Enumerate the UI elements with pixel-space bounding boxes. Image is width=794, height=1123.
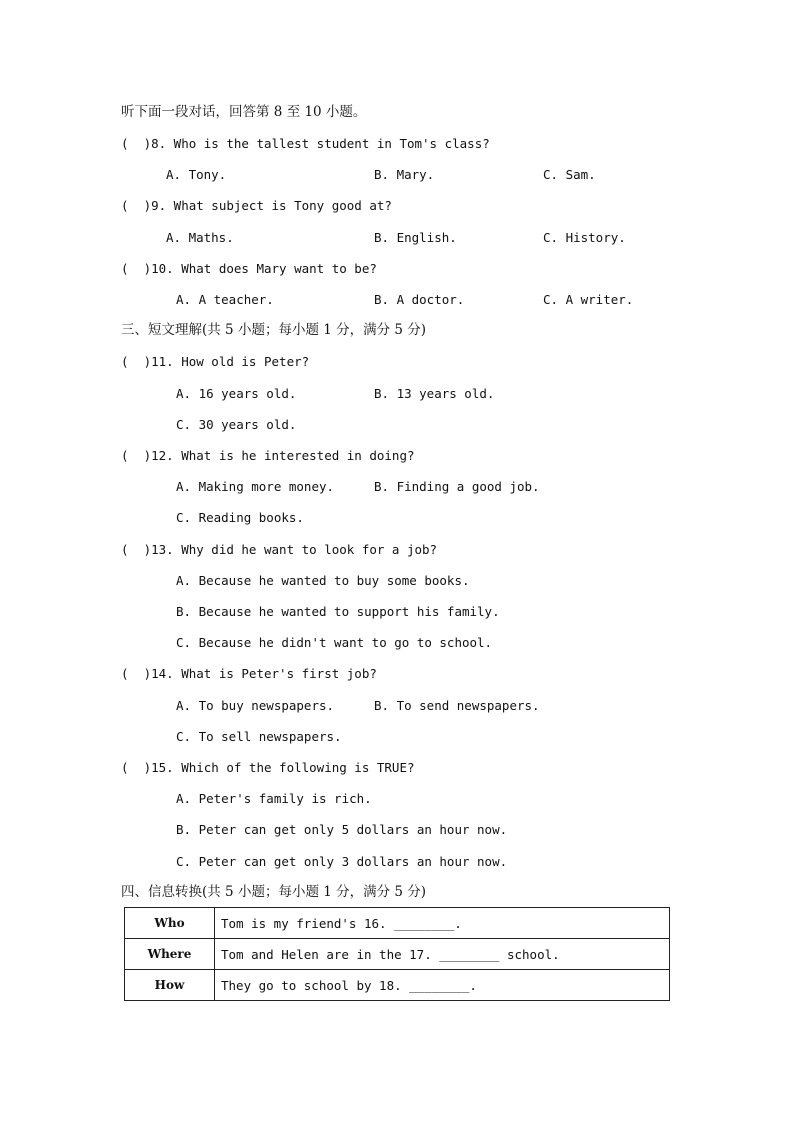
q13-option-c: C. Because he didn't want to go to school. bbox=[176, 635, 493, 650]
q8-option-c: C. Sam. bbox=[543, 167, 596, 182]
table-key-cell: Where bbox=[125, 939, 215, 970]
table-row bbox=[125, 970, 670, 1001]
q15-option-c: C. Peter can get only 3 dollars an hour now. bbox=[176, 854, 508, 869]
question-13: ( )13. Why did he want to look for a job? bbox=[121, 542, 438, 557]
q12-option-b: B. Finding a good job. bbox=[374, 479, 540, 494]
q14-option-c: C. To sell newspapers. bbox=[176, 729, 342, 744]
q11-option-a: A. 16 years old. bbox=[176, 386, 297, 401]
q9-option-c: C. History. bbox=[543, 230, 626, 245]
question-11: ( )11. How old is Peter? bbox=[121, 354, 310, 369]
q9-option-b: B. English. bbox=[374, 230, 457, 245]
table-row bbox=[125, 908, 670, 939]
table-text-cell: Tom is my friend's 16. ________. bbox=[215, 908, 670, 939]
section-4-heading: 四、信息转换(共 5 小题；每小题 1 分，满分 5 分) bbox=[121, 884, 427, 900]
table-row bbox=[125, 939, 670, 970]
table-key-cell: How bbox=[125, 970, 215, 1001]
info-table bbox=[124, 907, 670, 1001]
question-10: ( )10. What does Mary want to be? bbox=[121, 261, 377, 276]
q13-option-b: B. Because he wanted to support his family. bbox=[176, 604, 500, 619]
q14-option-b: B. To send newspapers. bbox=[374, 698, 540, 713]
table-text-cell: Tom and Helen are in the 17. ________ school. bbox=[215, 939, 670, 970]
q14-option-a: A. To buy newspapers. bbox=[176, 698, 335, 713]
q10-option-a: A. A teacher. bbox=[176, 292, 274, 307]
question-8: ( )8. Who is the tallest student in Tom's class? bbox=[121, 136, 490, 151]
q12-option-c: C. Reading books. bbox=[176, 510, 304, 525]
table-text-cell: They go to school by 18. ________. bbox=[215, 970, 670, 1001]
question-12: ( )12. What is he interested in doing? bbox=[121, 448, 415, 463]
q11-option-b: B. 13 years old. bbox=[374, 386, 495, 401]
q8-option-b: B. Mary. bbox=[374, 167, 435, 182]
q9-option-a: A. Maths. bbox=[166, 230, 234, 245]
question-14: ( )14. What is Peter's first job? bbox=[121, 666, 377, 681]
q13-option-a: A. Because he wanted to buy some books. bbox=[176, 573, 470, 588]
section-listen-heading: 听下面一段对话，回答第 8 至 10 小题。 bbox=[121, 104, 367, 120]
q10-option-c: C. A writer. bbox=[543, 292, 634, 307]
q10-option-b: B. A doctor. bbox=[374, 292, 465, 307]
question-9: ( )9. What subject is Tony good at? bbox=[121, 198, 392, 213]
q8-option-a: A. Tony. bbox=[166, 167, 227, 182]
q15-option-b: B. Peter can get only 5 dollars an hour now. bbox=[176, 822, 508, 837]
q12-option-a: A. Making more money. bbox=[176, 479, 335, 494]
q11-option-c: C. 30 years old. bbox=[176, 417, 297, 432]
table-key-cell: Who bbox=[125, 908, 215, 939]
question-15: ( )15. Which of the following is TRUE? bbox=[121, 760, 415, 775]
q15-option-a: A. Peter's family is rich. bbox=[176, 791, 372, 806]
section-3-heading: 三、短文理解(共 5 小题；每小题 1 分，满分 5 分) bbox=[121, 322, 427, 338]
